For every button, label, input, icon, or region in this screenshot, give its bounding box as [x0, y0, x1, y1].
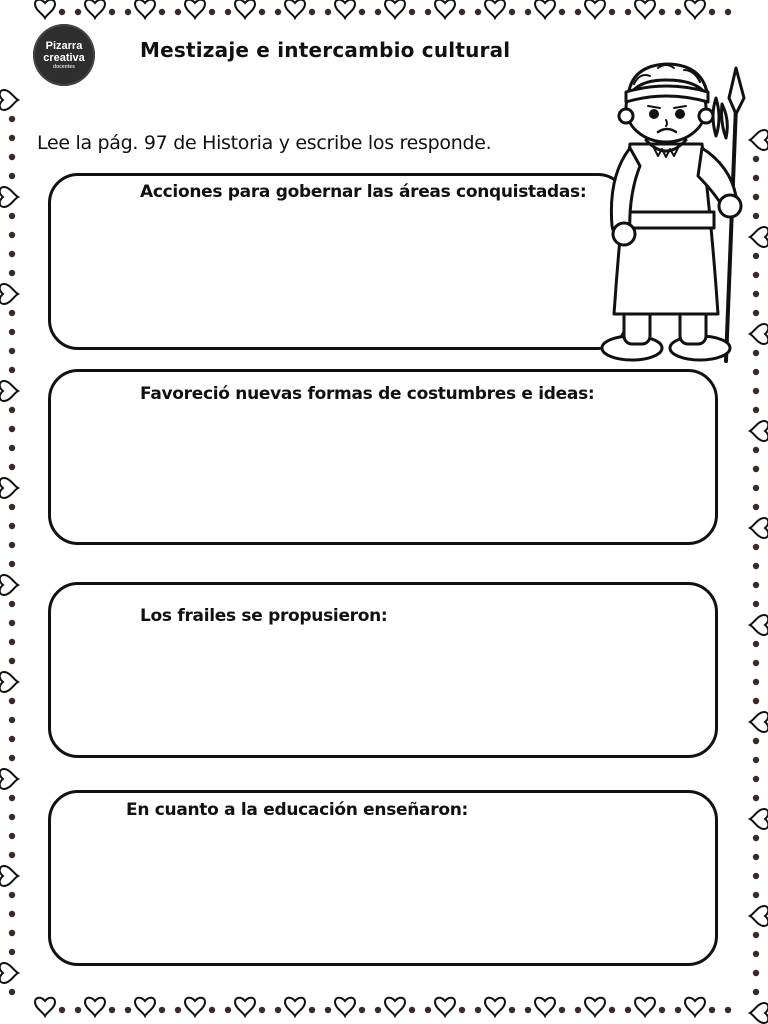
- dot-icon: [753, 873, 759, 879]
- heart-icon: [0, 672, 18, 692]
- heart-icon: [750, 615, 768, 635]
- dot-icon: [409, 9, 415, 15]
- dot-icon: [9, 270, 15, 276]
- dot-icon: [559, 9, 565, 15]
- dot-icon: [209, 1007, 215, 1013]
- heart-icon: [0, 963, 18, 983]
- dot-icon: [159, 1007, 165, 1013]
- heart-icon: [435, 0, 455, 18]
- dot-icon: [725, 9, 731, 15]
- heart-icon: [285, 0, 305, 18]
- heart-icon: [135, 0, 155, 18]
- dot-icon: [9, 755, 15, 761]
- dot-icon: [9, 329, 15, 335]
- dot-icon: [753, 989, 759, 995]
- dot-icon: [709, 1007, 715, 1013]
- heart-icon: [0, 284, 18, 304]
- dot-icon: [753, 544, 759, 550]
- dot-icon: [753, 795, 759, 801]
- heart-icon: [635, 998, 655, 1016]
- dot-icon: [325, 9, 331, 15]
- dot-icon: [709, 9, 715, 15]
- dot-icon: [109, 1007, 115, 1013]
- dot-icon: [9, 639, 15, 645]
- dot-icon: [525, 1007, 531, 1013]
- heart-icon: [0, 187, 18, 207]
- dot-icon: [9, 717, 15, 723]
- heart-icon: [485, 998, 505, 1016]
- dot-icon: [575, 9, 581, 15]
- dot-icon: [125, 1007, 131, 1013]
- logo-line-1: Pizarra: [45, 40, 83, 52]
- dot-icon: [753, 892, 759, 898]
- dot-icon: [325, 1007, 331, 1013]
- heart-icon: [535, 998, 555, 1016]
- dot-icon: [9, 173, 15, 179]
- dot-icon: [9, 154, 15, 160]
- dot-icon: [9, 892, 15, 898]
- dot-icon: [753, 970, 759, 976]
- dot-icon: [675, 1007, 681, 1013]
- dot-icon: [59, 9, 65, 15]
- dot-icon: [375, 9, 381, 15]
- dot-icon: [475, 1007, 481, 1013]
- dot-icon: [9, 116, 15, 122]
- heart-icon: [35, 998, 55, 1016]
- dot-icon: [9, 949, 15, 955]
- heart-icon: [0, 866, 18, 886]
- dot-icon: [9, 504, 15, 510]
- dot-icon: [9, 251, 15, 257]
- dot-icon: [753, 447, 759, 453]
- dot-icon: [425, 1007, 431, 1013]
- dot-icon: [459, 1007, 465, 1013]
- dot-icon: [753, 932, 759, 938]
- dot-icon: [109, 9, 115, 15]
- heart-icon: [750, 809, 768, 829]
- heart-icon: [585, 998, 605, 1016]
- heart-icon: [685, 998, 705, 1016]
- dot-icon: [753, 466, 759, 472]
- dot-icon: [475, 9, 481, 15]
- dot-icon: [9, 833, 15, 839]
- spear-icon: [726, 106, 736, 361]
- dot-icon: [509, 9, 515, 15]
- heart-icon: [335, 998, 355, 1016]
- dot-icon: [459, 9, 465, 15]
- dot-icon: [753, 835, 759, 841]
- answer-box-1-label: Acciones para gobernar las áreas conquistadas:: [140, 182, 587, 202]
- dot-icon: [659, 9, 665, 15]
- dot-icon: [575, 1007, 581, 1013]
- dot-icon: [9, 620, 15, 626]
- dot-icon: [753, 757, 759, 763]
- logo-line-2: creativa: [43, 52, 85, 64]
- dot-icon: [9, 542, 15, 548]
- dot-icon: [9, 523, 15, 529]
- dot-icon: [9, 348, 15, 354]
- dot-icon: [753, 854, 759, 860]
- heart-icon: [385, 0, 405, 18]
- dot-icon: [9, 135, 15, 141]
- dot-icon: [309, 9, 315, 15]
- dot-icon: [753, 388, 759, 394]
- heart-icon: [235, 0, 255, 18]
- heart-icon: [85, 0, 105, 18]
- dot-icon: [275, 9, 281, 15]
- heart-icon: [185, 0, 205, 18]
- heart-icon: [185, 998, 205, 1016]
- heart-icon: [585, 0, 605, 18]
- dot-icon: [9, 367, 15, 373]
- heart-icon: [635, 0, 655, 18]
- dot-icon: [175, 1007, 181, 1013]
- heart-icon: [750, 1003, 768, 1023]
- heart-icon: [485, 0, 505, 18]
- dot-icon: [225, 1007, 231, 1013]
- dot-icon: [753, 951, 759, 957]
- dot-icon: [275, 1007, 281, 1013]
- dot-icon: [9, 232, 15, 238]
- dot-icon: [359, 9, 365, 15]
- dot-icon: [609, 9, 615, 15]
- dot-icon: [9, 601, 15, 607]
- dot-icon: [75, 9, 81, 15]
- dot-icon: [209, 9, 215, 15]
- dot-icon: [409, 1007, 415, 1013]
- dot-icon: [753, 641, 759, 647]
- heart-icon: [0, 769, 18, 789]
- dot-icon: [9, 561, 15, 567]
- dot-icon: [9, 814, 15, 820]
- dot-icon: [9, 930, 15, 936]
- dot-icon: [259, 1007, 265, 1013]
- answer-box-2-label: Favoreció nuevas formas de costumbres e ideas:: [140, 384, 595, 404]
- heart-icon: [535, 0, 555, 18]
- heart-icon: [135, 998, 155, 1016]
- dot-icon: [9, 795, 15, 801]
- heart-icon: [750, 421, 768, 441]
- heart-icon: [685, 0, 705, 18]
- dot-icon: [753, 504, 759, 510]
- dot-icon: [225, 9, 231, 15]
- dot-icon: [559, 1007, 565, 1013]
- dot-icon: [9, 407, 15, 413]
- dot-icon: [659, 1007, 665, 1013]
- dot-icon: [375, 1007, 381, 1013]
- heart-icon: [0, 381, 18, 401]
- pizarra-creativa-logo: [33, 24, 95, 86]
- dot-icon: [525, 9, 531, 15]
- dot-icon: [753, 563, 759, 569]
- heart-icon: [0, 478, 18, 498]
- dot-icon: [753, 369, 759, 375]
- dot-icon: [9, 426, 15, 432]
- dot-icon: [625, 9, 631, 15]
- dot-icon: [425, 9, 431, 15]
- dot-icon: [9, 736, 15, 742]
- dot-icon: [725, 1007, 731, 1013]
- heart-icon: [0, 575, 18, 595]
- dot-icon: [753, 407, 759, 413]
- dot-icon: [125, 9, 131, 15]
- dot-icon: [59, 1007, 65, 1013]
- dot-icon: [9, 658, 15, 664]
- heart-icon: [435, 998, 455, 1016]
- heart-icon: [750, 906, 768, 926]
- dot-icon: [9, 310, 15, 316]
- dot-icon: [625, 1007, 631, 1013]
- dot-icon: [753, 601, 759, 607]
- heart-icon: [750, 712, 768, 732]
- dot-icon: [75, 1007, 81, 1013]
- worksheet-instruction: Lee la pág. 97 de Historia y escribe los responde.: [37, 132, 492, 154]
- dot-icon: [9, 911, 15, 917]
- answer-box-4-label: En cuanto a la educación enseñaron:: [126, 800, 468, 820]
- heart-icon: [750, 518, 768, 538]
- dot-icon: [609, 1007, 615, 1013]
- dot-icon: [259, 9, 265, 15]
- dot-icon: [753, 679, 759, 685]
- logo-tagline: docentes: [53, 64, 75, 70]
- dot-icon: [753, 582, 759, 588]
- answer-box-3-label: Los frailes se propusieron:: [140, 606, 388, 626]
- heart-icon: [385, 998, 405, 1016]
- heart-icon: [85, 998, 105, 1016]
- dot-icon: [753, 485, 759, 491]
- dot-icon: [309, 1007, 315, 1013]
- dot-icon: [9, 698, 15, 704]
- dot-icon: [509, 1007, 515, 1013]
- indigenous-character-illustration: [590, 36, 760, 366]
- dot-icon: [159, 9, 165, 15]
- dot-icon: [9, 464, 15, 470]
- dot-icon: [753, 660, 759, 666]
- dot-icon: [753, 738, 759, 744]
- dot-icon: [359, 1007, 365, 1013]
- heart-icon: [35, 0, 55, 18]
- heart-icon: [235, 998, 255, 1016]
- worksheet-title: Mestizaje e intercambio cultural: [140, 38, 511, 62]
- dot-icon: [9, 989, 15, 995]
- heart-icon: [0, 90, 18, 110]
- dot-icon: [9, 445, 15, 451]
- dot-icon: [9, 852, 15, 858]
- heart-icon: [335, 0, 355, 18]
- dot-icon: [175, 9, 181, 15]
- dot-icon: [753, 776, 759, 782]
- dot-icon: [675, 9, 681, 15]
- dot-icon: [753, 698, 759, 704]
- heart-icon: [285, 998, 305, 1016]
- dot-icon: [9, 213, 15, 219]
